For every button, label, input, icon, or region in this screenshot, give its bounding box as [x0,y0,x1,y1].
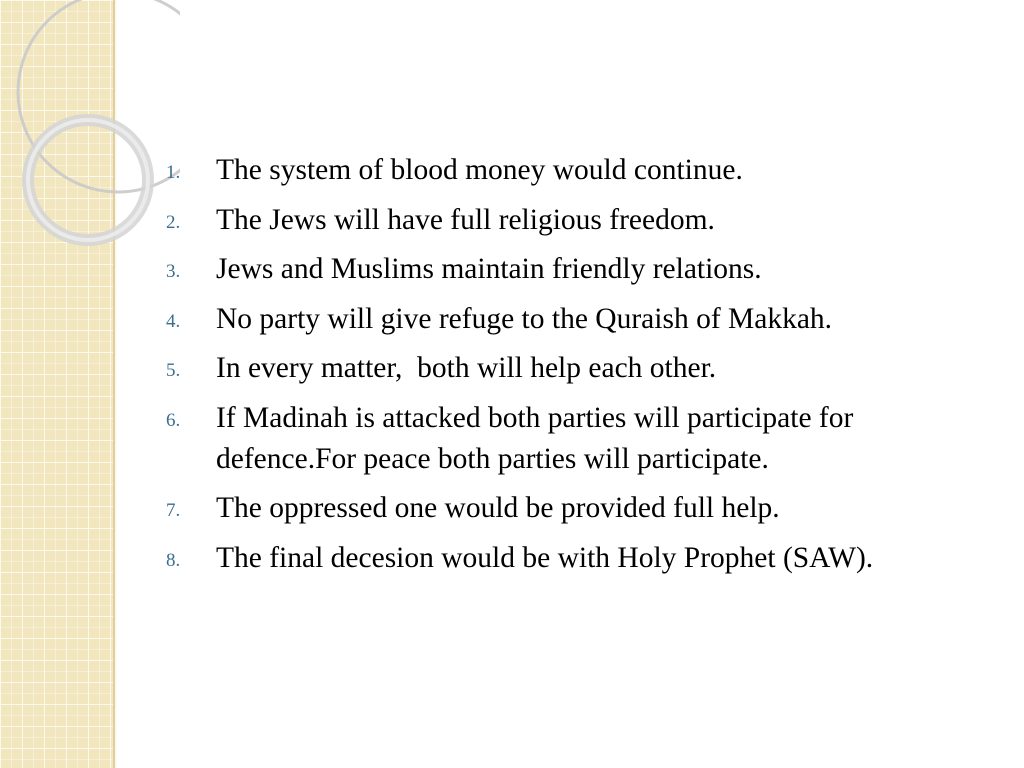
list-item [0,488,1024,529]
list-item-number: 2. [166,211,181,233]
list-item-number: 8. [166,549,181,571]
list-item-text: The oppressed one would be provided full help. [216,492,780,524]
list-item-text: The Jews will have full religious freedom. [216,203,715,236]
list-item-text: If Madinah is attacked both parties will participate for defence.For peace both parties will participate. [216,401,854,475]
numbered-list [0,150,1024,587]
list-item [0,398,1024,480]
list-item-number: 6. [166,409,181,431]
list-item-text: Jews and Muslims maintain friendly relations. [216,253,762,285]
list-item-text: In every matter, both will help each other. [216,352,717,384]
list-item-number: 5. [166,360,181,381]
list-item-text: The system of blood money would continue. [216,154,743,186]
list-item [0,299,1024,340]
list-item-number: 4. [166,310,181,332]
list-item-number: 1. [166,162,181,183]
list-item-number: 3. [166,261,181,282]
list-item [0,538,1024,579]
list-item [0,150,1024,191]
list-item [0,348,1024,389]
list-item-number: 7. [166,500,181,521]
list-item [0,249,1024,290]
list-item [0,200,1024,241]
list-item-text: No party will give refuge to the Quraish of Makkah. [216,302,833,335]
list-item-text: The final decesion would be with Holy Prophet (SAW). [216,541,874,574]
